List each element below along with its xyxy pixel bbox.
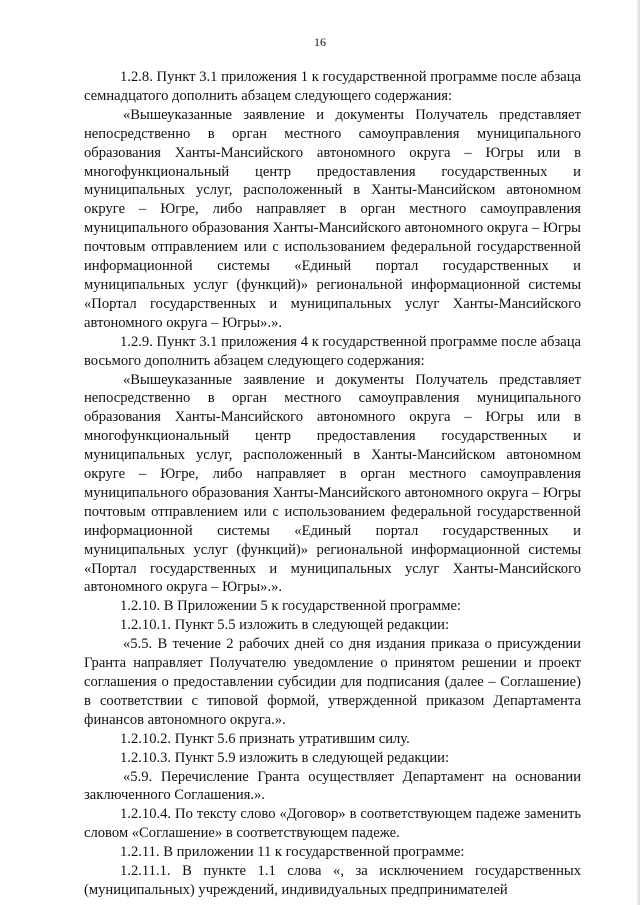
paragraph-1-2-11-1: 1.2.11.1. В пункте 1.1 слова «, за исключением государственных (муниципальных) учреждений, индивидуальных предпринимателей bbox=[84, 863, 581, 898]
quoted-paragraph-appendix-4: «Вышеуказанные заявление и документы Получатель представляет непосредственно в орган местного самоуправления муниципального образования Ханты-Мансийского автономного округа – Югры или в многофункциональный центр предоставления государственных и муниципальных услуг, расположенный в Ханты-Мансийском автономном округе – Югре, либо направляет в орган местного самоуправления муниципального образования Ханты-Мансийского автономного округа – Югры почтовым отправлением или с использованием федеральной государственной информационной системы «Единый портал государственных и муниципальных услуг (функций)» региональной информационной системы «Портал государственных и муниципальных услуг Ханты-Мансийского автономного округа – Югры».». bbox=[84, 371, 581, 596]
quoted-paragraph-appendix-1: «Вышеуказанные заявление и документы Получатель представляет непосредственно в орган местного самоуправления муниципального образования Ханты-Мансийского автономного округа – Югры или в многофункциональный центр предоставления государственных и муниципальных услуг, расположенный в Ханты-Мансийском автономном округе – Югре, либо направляет в орган местного самоуправления муниципального образования Ханты-Мансийского автономного округа – Югры почтовым отправлением или с использованием федеральной государственной информационной системы «Единый портал государственных и муниципальных услуг (функций)» региональной информационной системы «Портал государственных и муниципальных услуг Ханты-Мансийского автономного округа – Югры».». bbox=[84, 106, 581, 331]
paragraph-1-2-10-1: 1.2.10.1. Пункт 5.5 изложить в следующей редакции: bbox=[120, 617, 449, 634]
page-number: 16 bbox=[314, 35, 326, 49]
quoted-paragraph-5-9: «5.9. Перечисление Гранта осуществляет Департамент на основании заключенного Соглашения.». bbox=[84, 768, 581, 804]
paragraph-1-2-9: 1.2.9. Пункт 3.1 приложения 4 к государственной программе после абзаца восьмого дополнить абзацем следующего содержания: bbox=[84, 333, 581, 369]
scan-edge-shadow bbox=[636, 0, 640, 905]
paragraph-1-2-10-4: 1.2.10.4. По тексту слово «Договор» в соответствующем падеже заменить словом «Соглашение» в соответствующем падеже. bbox=[84, 806, 581, 842]
quoted-paragraph-5-5: «5.5. В течение 2 рабочих дней со дня издания приказа о присуждении Гранта направляет Получателю уведомление о принятом решении и проект соглашения о предоставлении субсидии для подписания (далее – Соглашение) в соответствии с типовой формой, утвержденной приказом Департамента финансов автономного округа.». bbox=[84, 636, 581, 728]
paragraph-1-2-10: 1.2.10. В Приложении 5 к государственной программе: bbox=[120, 598, 461, 615]
document-body bbox=[84, 68, 581, 900]
paragraph-1-2-10-2: 1.2.10.2. Пункт 5.6 признать утратившим силу. bbox=[120, 730, 410, 747]
paragraph-1-2-11: 1.2.11. В приложении 11 к государственной программе: bbox=[120, 844, 465, 861]
paragraph-1-2-10-3: 1.2.10.3. Пункт 5.9 изложить в следующей редакции: bbox=[120, 749, 449, 766]
paragraph-1-2-8: 1.2.8. Пункт 3.1 приложения 1 к государственной программе после абзаца семнадцатого дополнить абзацем следующего содержания: bbox=[84, 69, 581, 104]
